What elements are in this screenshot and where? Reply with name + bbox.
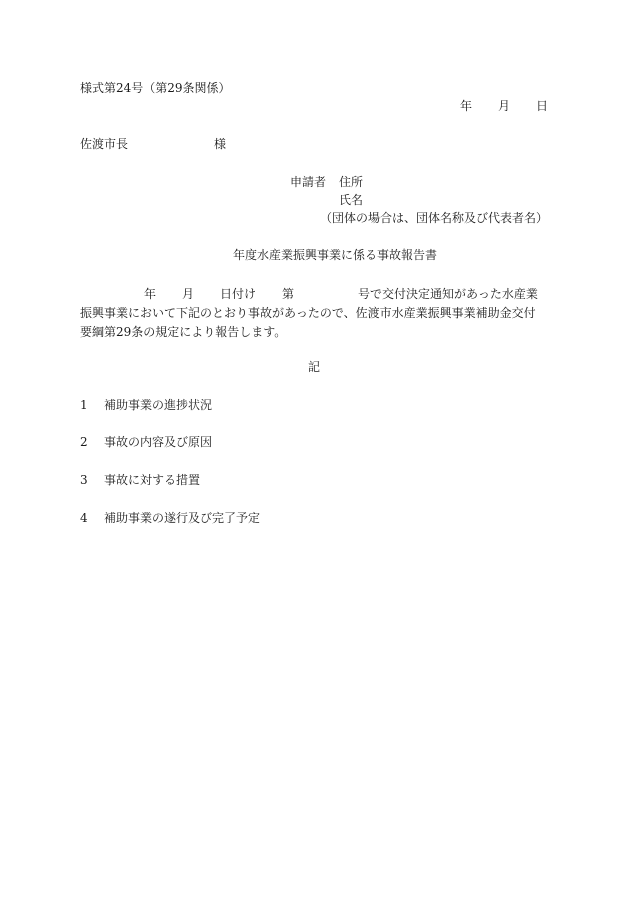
ki-heading: 記	[308, 360, 321, 374]
body-month-label: 月	[182, 287, 195, 301]
applicant-address-label: 住所	[339, 175, 364, 189]
item-number: 2	[80, 435, 88, 449]
item-text: 事故に対する措置	[104, 473, 201, 487]
item-text: 補助事業の遂行及び完了予定	[104, 511, 261, 525]
body-line-3: 要綱第29条の規定により報告します。	[80, 325, 287, 339]
date-month-label: 月	[498, 99, 511, 113]
form-number-label: 様式第24号（第29条関係）	[80, 81, 231, 95]
addressee-honorific: 様	[214, 137, 227, 151]
body-day-label: 日付け	[220, 287, 257, 301]
body-line-1-tail: 号で交付決定通知があった水産業	[358, 287, 538, 301]
list-item	[80, 474, 200, 486]
item-number: 3	[80, 473, 88, 487]
addressee-name: 佐渡市長	[80, 137, 129, 151]
body-line-2: 振興事業において下記のとおり事故があったので、佐渡市水産業振興事業補助金交付	[80, 306, 536, 320]
body-number-prefix: 第	[282, 287, 295, 301]
list-item	[80, 399, 212, 411]
list-item	[80, 512, 260, 524]
applicant-name-label: 氏名	[339, 193, 364, 207]
date-year-label: 年	[460, 99, 473, 113]
date-day-label: 日	[536, 99, 549, 113]
applicant-note: （団体の場合は、団体名称及び代表者名）	[320, 211, 549, 225]
item-number: 1	[80, 398, 88, 412]
item-text: 事故の内容及び原因	[104, 435, 213, 449]
list-item	[80, 436, 212, 448]
item-text: 補助事業の進捗状況	[104, 398, 213, 412]
body-year-label: 年	[144, 287, 157, 301]
item-number: 4	[80, 511, 88, 525]
body-line-1	[80, 285, 550, 304]
applicant-label: 申請者	[290, 175, 327, 189]
document-title: 年度水産業振興事業に係る事故報告書	[233, 248, 438, 262]
body-paragraph	[80, 285, 550, 342]
